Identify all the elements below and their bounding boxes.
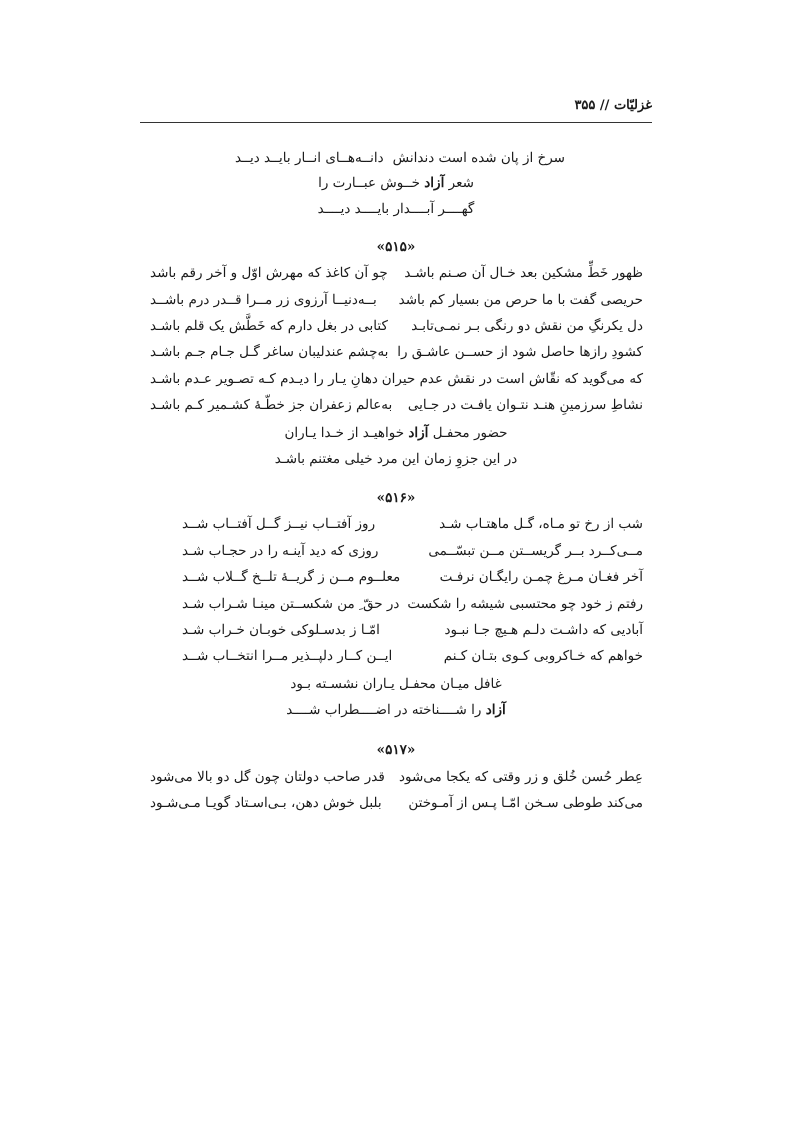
- hemistich-right: دل یکرنگِ من نقش دو رنگی بـر نمـی‌تابـد: [411, 318, 643, 334]
- hemistich-left: بلبل خوش دهن، بـی‌اسـتاد گویـا مـی‌شـود: [150, 795, 382, 811]
- hemistich-left: کتابی در بغل دارم که خَطَّش یک قلم باشـد: [150, 318, 388, 334]
- hemistich-right: آبادیی که داشـت دلـم هـیچ جـا نبـود: [444, 622, 643, 638]
- intro-line: شعر آزاد خــوش عبــارت را: [318, 175, 474, 191]
- closing-line: در این جزوِ زمان این مرد خیلی مغتنم باشـد: [274, 451, 518, 467]
- closing-line: آزاد را شــــناخته در اضــــطراب شــــد: [286, 702, 506, 718]
- hemistich-right: حریصی گفت با ما حرص من بسیار کم باشد: [398, 292, 643, 308]
- hemistich-left: امّـا ز بدسـلوکی خوبـان خـراب شـد: [182, 622, 380, 638]
- bayt: [182, 594, 643, 614]
- bayt: [182, 541, 643, 561]
- hemistich-left: دانــه‌هــای انــار بایــد دیــد: [235, 150, 384, 166]
- bayt: [150, 342, 643, 362]
- hemistich-right: مــی‌کــرد بــر گریســتن مــن تبسّــمی: [428, 543, 643, 559]
- hemistich-left: در حقّ ِ من شکســتن مینـا شـراب شـد: [182, 596, 400, 612]
- running-head: [140, 96, 652, 123]
- hemistich-right: سرخ از پان شده است دندانش: [392, 150, 565, 166]
- bayt: [182, 646, 643, 666]
- hemistich-left: چو آن کاغذ که مهرش اوّل و آخر رقم باشد: [150, 265, 388, 281]
- hemistich-right: عِطر حُسن خُلق و زر وقتی که یکجا می‌شود: [399, 769, 643, 785]
- closing-line: غافل میـان محفـل یـاران نشسـته بـود: [290, 676, 502, 692]
- bayt: [182, 620, 643, 640]
- bayt: [150, 767, 643, 787]
- hemistich-right: آخر فغـان مـرغ چمـن رایگـان نرفـت: [439, 569, 643, 585]
- bayt: [150, 793, 643, 813]
- hemistich-right: رفتم ز خود چو محتسبی شیشه را شکست: [407, 596, 643, 612]
- hemistich-left: روز آفتــاب نیــز گــل آفتــاب شــد: [182, 516, 376, 532]
- bayt: [150, 395, 643, 415]
- poem-number: «۵۱۶»: [376, 490, 416, 506]
- bayt: [182, 567, 643, 587]
- poet-pen-name: آزاد: [485, 702, 506, 718]
- intro-line: گهــــر آبــــدار بایــــد دیــــد: [317, 201, 475, 217]
- bayt: [150, 263, 643, 283]
- hemistich-left: ایــن کــار دلپــذیر مــرا انتخــاب شــد: [182, 648, 393, 664]
- bayt: [150, 369, 643, 389]
- hemistich-left: به‌عالم زعفران جز خطّـهٔ کشـمیر کـم باشـد: [150, 397, 393, 413]
- closing-line: حضور محفـل آزاد خواهیـد از خـدا یـاران: [284, 425, 508, 441]
- hemistich-right: می‌کند طوطی سـخن امّـا پـس از آمـوختن: [408, 795, 643, 811]
- intro-bayt: [235, 148, 565, 168]
- hemistich-left: بــه‌دنیــا آرزوی زر مــرا قــدر درم باشــد: [150, 292, 377, 308]
- running-head-text: غزلیّات // ۳۵۵: [574, 98, 652, 113]
- hemistich-right: شب از رخ تو مـاه، گـل ماهتـاب شـد: [439, 516, 643, 532]
- hemistich-right: کشودِ رازها حاصل شود از حســن عاشـق را: [397, 344, 643, 360]
- hemistich-left: روزی که دید آینـه را در حجـاب شـد: [182, 543, 379, 559]
- poem-number: «۵۱۷»: [376, 742, 416, 758]
- bayt: [150, 316, 643, 336]
- hemistich-right: که می‌گوید که نقّاش است در نقش عدم حیران: [381, 371, 643, 387]
- bayt: [150, 290, 643, 310]
- hemistich-left: دهانِ یـار را دیـدم کـه تصـویر عـدم باشـد: [150, 371, 378, 387]
- poem-number: «۵۱۵»: [376, 239, 416, 255]
- hemistich-left: به‌چشم عندلیبان ساغر گـل جـام جـم باشـد: [150, 344, 389, 360]
- hemistich-right: نشاطِ سرزمینِ هنـد نتـوان یافـت در جـایی: [407, 397, 643, 413]
- hemistich-left: قدر صاحب دولتان چون گل دو بالا می‌شود: [150, 769, 385, 785]
- bayt: [182, 514, 643, 534]
- poet-pen-name: آزاد: [408, 425, 429, 441]
- poet-pen-name: آزاد: [424, 175, 445, 191]
- hemistich-right: ظهور خَطِّ مشکین بعد خـال آن صـنم باشـد: [404, 265, 643, 281]
- hemistich-right: خواهم که خـاکروبی کـوی بتـان کـنم: [443, 648, 643, 664]
- hemistich-left: معلــوم مــن ز گریــهٔ تلــخ گــلاب شــد: [182, 569, 401, 585]
